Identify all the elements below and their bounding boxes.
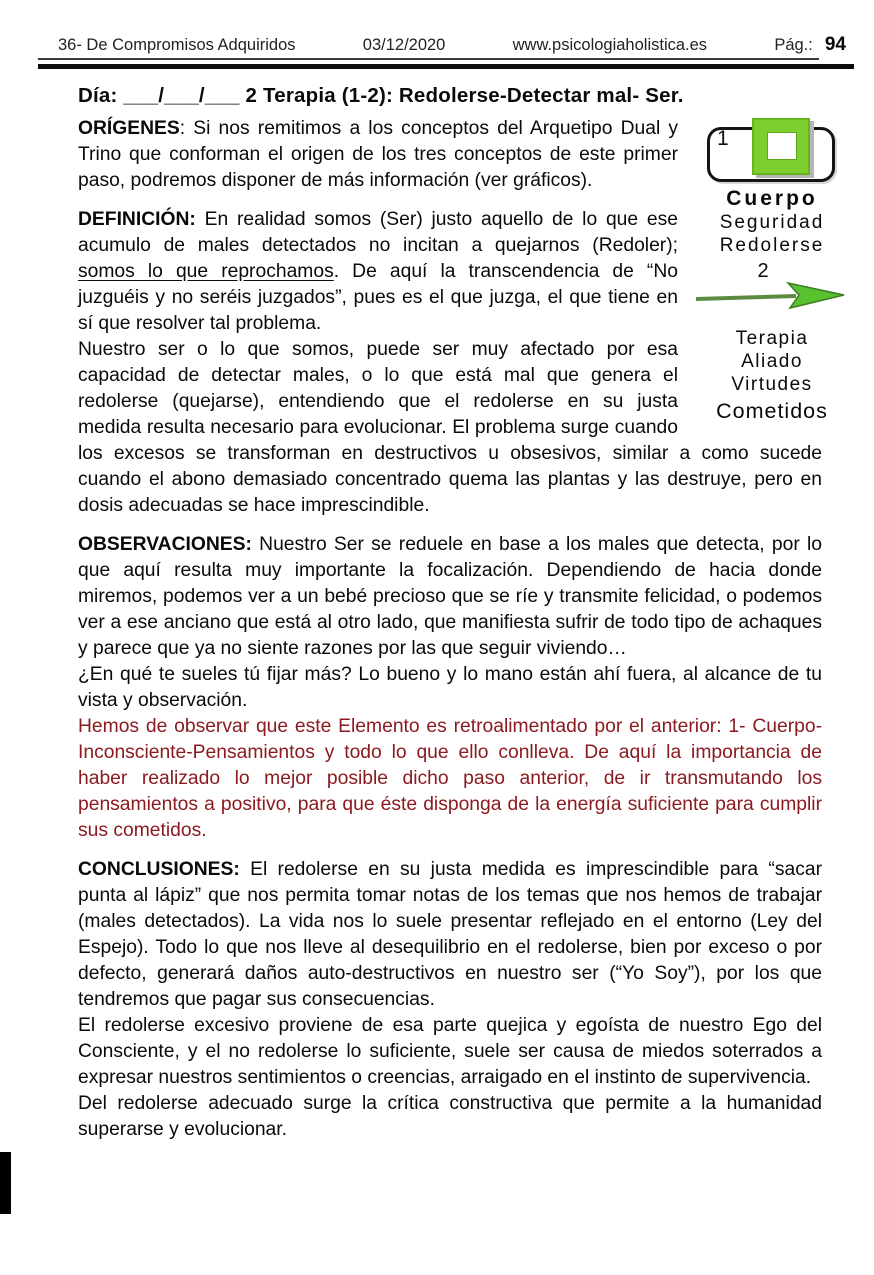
definicion-text-before: En realidad somos (Ser) justo aquello de lo que ese acumulo de males detectados no incitan a quejarnos (Redoler); [78, 209, 678, 256]
header-website: www.psicologiaholistica.es [512, 36, 708, 54]
observaciones-text: Nuestro Ser se reduele en base a los males que detecta, por lo que aquí resulta muy importante la focalización. Dependiendo de hacia donde miremos, podemos ver a un bebé precioso que se ríe y transmite felicidad, o podemos ver a ese anciano que está al otro lado, que manifiesta sufrir de todo tipo de achaques y parece que ya no siente razones por las que seguir viviendo… [78, 534, 822, 659]
origenes-label: ORÍGENES [78, 118, 180, 139]
header-row [38, 36, 819, 60]
step-2-number: 2 [757, 260, 769, 282]
label-cometidos: Cometidos [716, 399, 828, 423]
definicion-label: DEFINICIÓN: [78, 209, 196, 230]
label-terapia: Terapia [735, 328, 809, 349]
paragraph-observaciones [78, 532, 822, 662]
header-date: 03/12/2020 [362, 36, 446, 54]
page-header [38, 34, 854, 69]
concept-diagram [688, 118, 856, 423]
label-redolerse: Redolerse [719, 235, 825, 256]
page-label: Pág.: [774, 36, 813, 54]
conclusiones-label: CONCLUSIONES: [78, 859, 240, 880]
paragraph-observaciones-question: ¿En qué te sueles tú fijar más? Lo bueno y lo mano están ahí fuera, al alcance de tu vista y observación. [78, 664, 822, 711]
right-arrow-icon [688, 280, 856, 310]
page-title: Día: ___/___/___ 2 Terapia (1-2): Redolerse-Detectar mal- Ser. [78, 84, 684, 107]
document-title: 36- De Compromisos Adquiridos [58, 36, 296, 54]
conclusiones-text: El redolerse en su justa medida es imprescindible para “sacar punta al lápiz” que nos permita tomar notas de los temas que nos hemos de trabajar (males detectados). La vida nos lo suele presentar reflejado en el entorno (Ley del Espejo). Todo lo que nos lleve al desequilibrio en el redolerse, bien por exceso o por defecto, generará daños auto-destructivos en nuestro ser (“Yo Soy”), por los que tendremos que pagar sus consecuencias. [78, 859, 822, 1010]
definicion-text-after: . De aquí la transcendencia de “No juzguéis y no seréis juzgados”, pues es el que juzga, el que tiene en sí que resolver tal problema. [78, 261, 678, 334]
green-square-icon [752, 118, 810, 175]
paragraph-conclusiones-2: El redolerse excesivo proviene de esa parte quejica y egoísta de nuestro Ego del Consciente, y el no redolerse lo suficiente, suele ser causa de miedos soterrados a expresar nuestros sentimientos o creencias, arraigado en el instinto de supervivencia. [78, 1015, 822, 1088]
paragraph-conclusiones-3: Del redolerse adecuado surge la crítica constructiva que permite a la humanidad superarse y evolucionar. [78, 1093, 822, 1140]
page-number: 94 [824, 34, 846, 55]
scan-edge-artifact [0, 1152, 11, 1214]
paragraph-definicion-continuation: Nuestro ser o lo que somos, puede ser muy afectado por esa capacidad de detectar males, o lo que está mal que genera el redolerse (quejarse), entendiendo que el redolerse en su justa medida resulta necesario para evolucionar. El problema surge cuando los excesos se transforman en destructivos u obsesivos, similar a como sucede cuando el abono demasiado concentrado quema las plantas y las destruye, pero en dosis adecuadas se hace imprescindible. [78, 339, 822, 516]
origenes-text: : Si nos remitimos a los conceptos del Arquetipo Dual y Trino que conforman el origen de los tres conceptos de este primer paso, podremos disponer de más información (ver gráficos). [78, 118, 678, 191]
label-cuerpo: Cuerpo [726, 187, 818, 210]
step-1-number: 1 [717, 127, 729, 150]
cuerpo-icon [707, 118, 837, 182]
document-body [78, 116, 828, 1143]
paragraph-highlight-red: Hemos de observar que este Elemento es retroalimentado por el anterior: 1- Cuerpo-Inconsciente-Pensamientos y todo lo que ello conlleva. De aquí la importancia de haber realizado lo mejor posible dicho paso anterior, de ir transmutando los pensamientos a positivo, para que éste disponga de la energía suficiente para cumplir sus cometidos. [78, 716, 822, 841]
observaciones-label: OBSERVACIONES: [78, 534, 252, 555]
green-square-inner [767, 132, 797, 160]
paragraph-conclusiones [78, 857, 822, 1013]
label-aliado: Aliado [741, 351, 803, 372]
label-virtudes: Virtudes [731, 374, 813, 395]
label-seguridad: Seguridad [719, 212, 825, 233]
definicion-underlined-text: somos lo que reprochamos [78, 261, 334, 282]
